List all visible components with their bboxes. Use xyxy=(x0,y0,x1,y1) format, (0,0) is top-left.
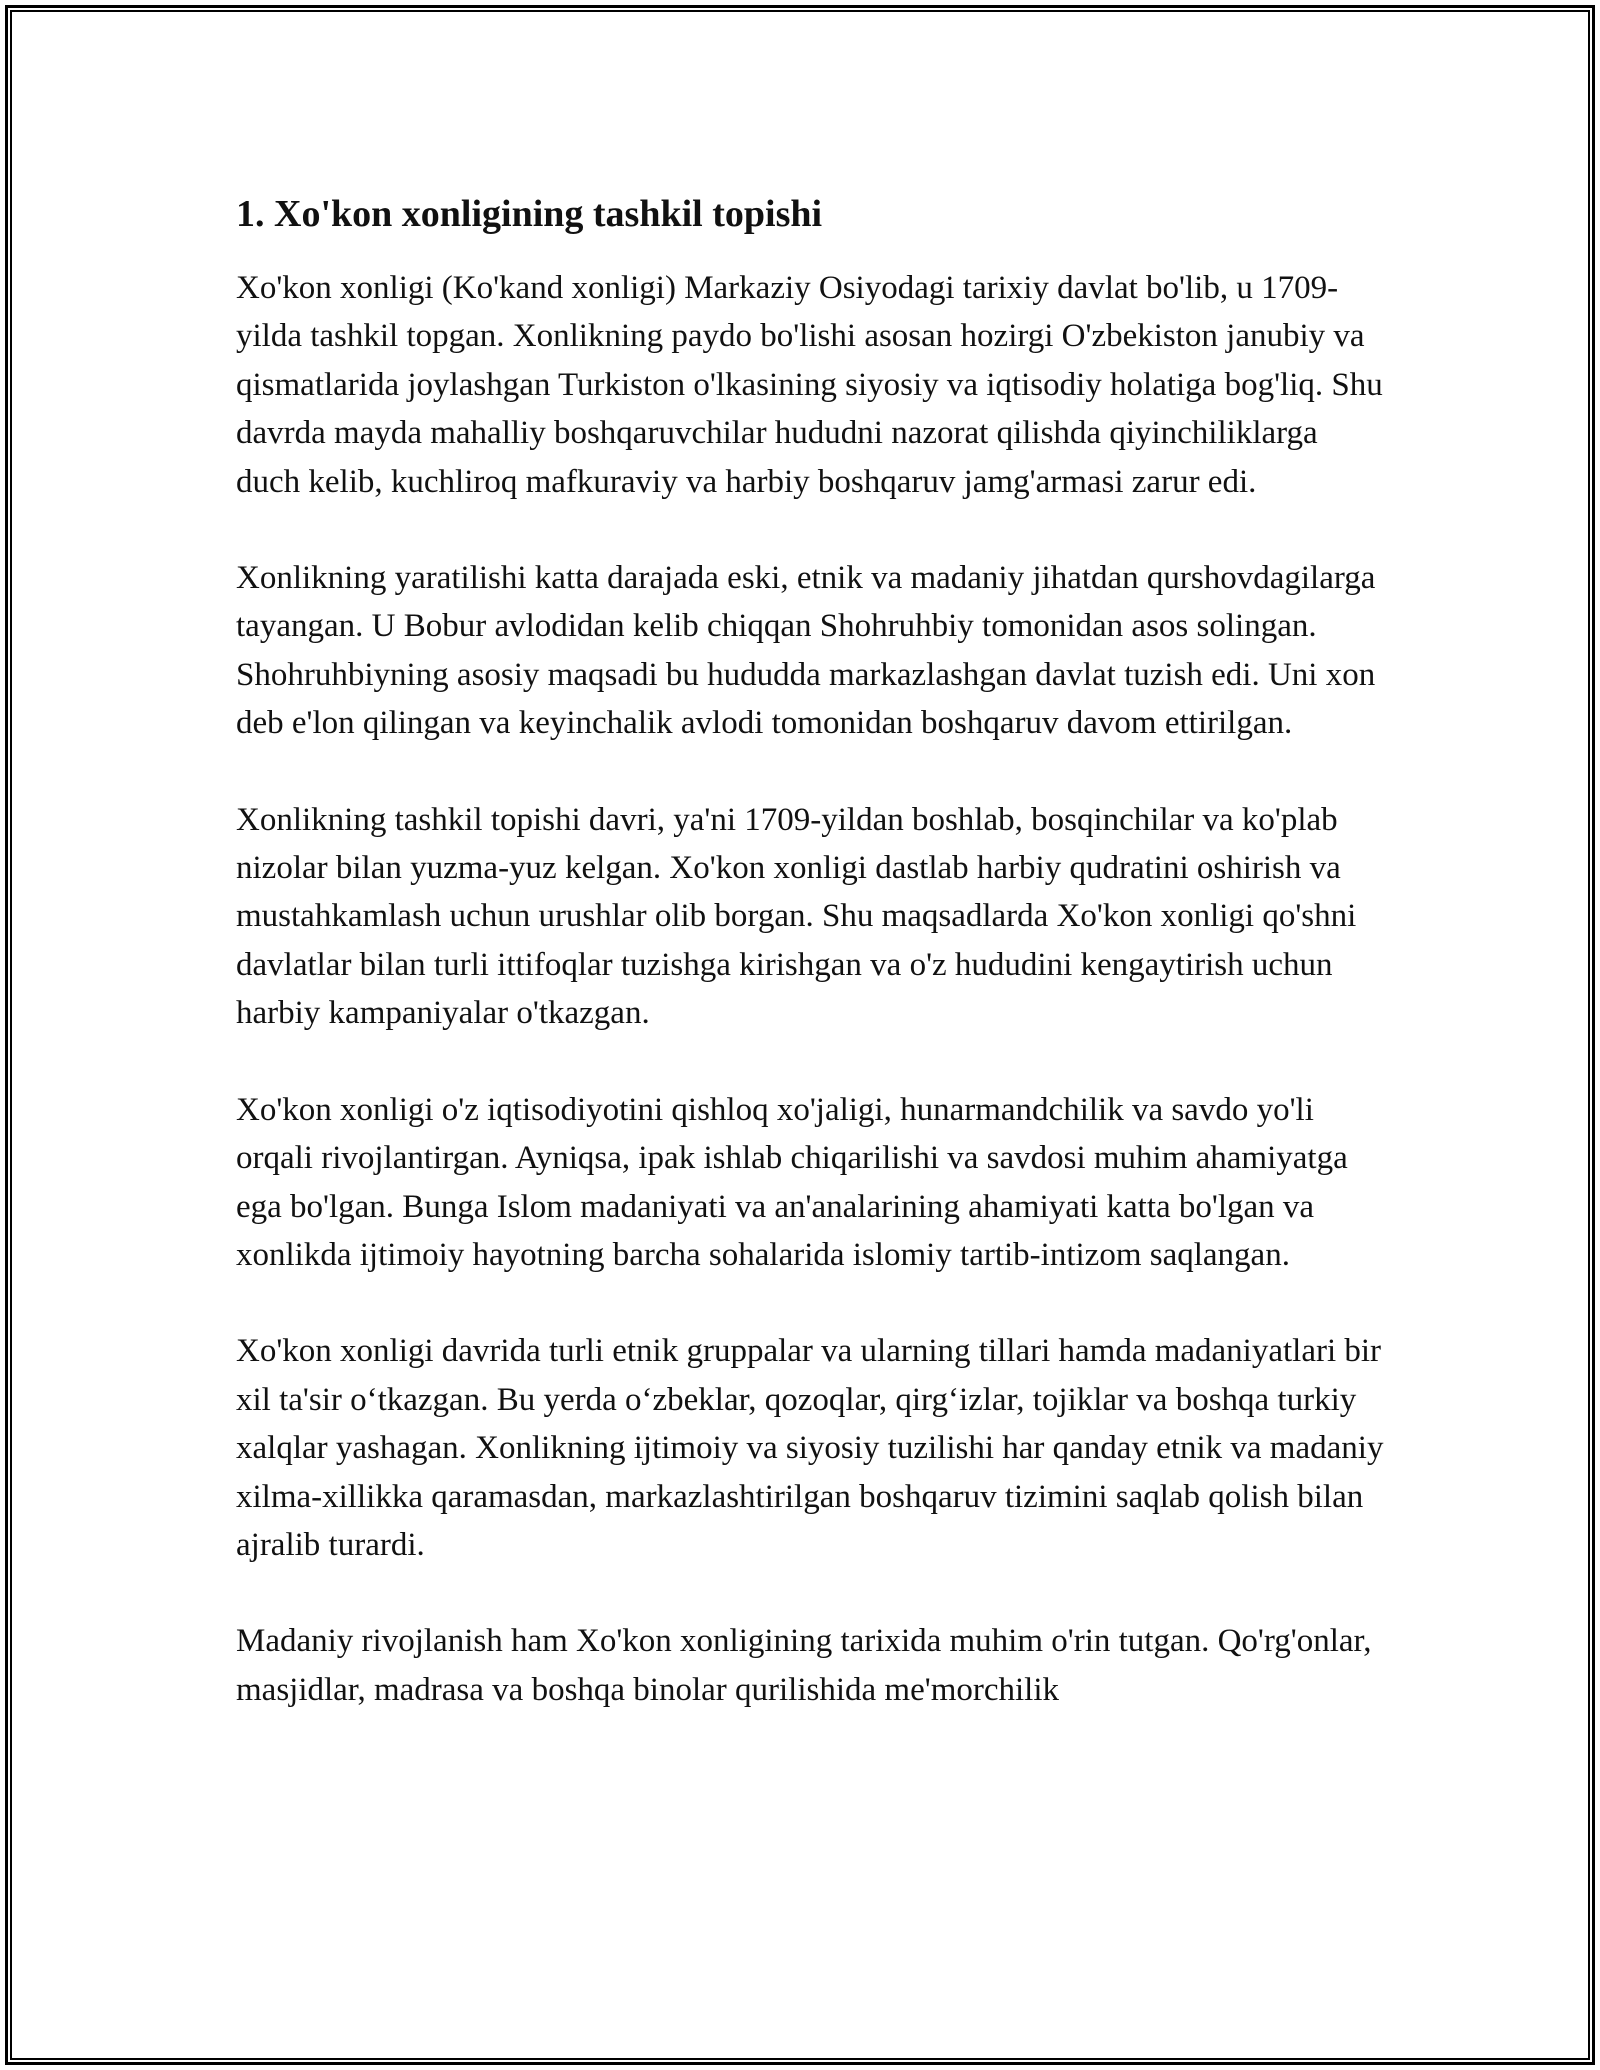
paragraph-founding: Xonlikning yaratilishi katta darajada eski, etnik va madaniy jihatdan qurshovdagilarga tayangan. U Bobur avlodidan kelib chiqqan Shohruhbiy tomonidan asos solingan. Shohruhbiyning asosiy maqsadi bu hududda markazlashgan davlat tuzish edi. Uni xon deb e'lon qilingan va keyinchalik avlodi tomonidan boshqaruv davom ettirilgan. xyxy=(236,560,1376,742)
paragraph-military-expansion: Xonlikning tashkil topishi davri, ya'ni 1709-yildan boshlab, bosqinchilar va ko'plab nizolar bilan yuzma-yuz kelgan. Xo'kon xonligi dastlab harbiy qudratini oshirish va mustahkamlash uchun urushlar olib borgan. Shu maqsadlarda Xo'kon xonligi qo'shni davlatlar bilan turli ittifoqlar tuzishga kirishgan va o'z hududini kengaytirish uchun harbiy kampaniyalar o'tkazgan. xyxy=(236,801,1357,1032)
paragraph-formation: Xo'kon xonligi (Ko'kand xonligi) Markaziy Osiyodagi tarixiy davlat bo'lib, u 1709-yilda tashkil topgan. Xonlikning paydo bo'lishi asosan hozirgi O'zbekiston janubiy va qismatlarida joylashgan Turkiston o'lkasining siyosiy va iqtisodiy holatiga bog'liq. Shu davrda mayda mahalliy boshqaruvchilar hududni nazorat qilishda qiyinchiliklarga duch kelib, kuchliroq mafkuraviy va harbiy boshqaruv jamg'armasi zarur edi. xyxy=(236,270,1383,500)
paragraph-economy: Xo'kon xonligi o'z iqtisodiyotini qishloq xo'jaligi, hunarmandchilik va savdo yo'li orqali rivojlantirgan. Ayniqsa, ipak ishlab chiqarilishi va savdosi muhim ahamiyatga ega bo'lgan. Bunga Islom madaniyati va an'analarining ahamiyati katta bo'lgan va xonlikda ijtimoiy hayotning barcha sohalarida islomiy tartib-intizom saqlangan. xyxy=(236,1091,1348,1273)
document-content xyxy=(236,186,1386,1762)
paragraph-ethnic-groups: Xo'kon xonligi davrida turli etnik gruppalar va ularning tillari hamda madaniyatlari bir xil ta'sir o‘tkazgan. Bu yerda o‘zbeklar, qozoqlar, qirg‘izlar, tojiklar va boshqa turkiy xalqlar yashagan. Xonlikning ijtimoiy va siyosiy tuzilishi har qanday etnik va madaniy xilma-xillikka qaramasdan, markazlashtirilgan boshqaruv tizimini saqlab qolish bilan ajralib turardi. xyxy=(236,1333,1384,1563)
paragraph-cultural-development: Madaniy rivojlanish ham Xo'kon xonligining tarixida muhim o'rin tutgan. Qo'rg'onlar, masjidlar, madrasa va boshqa binolar qurilishida me'morchilik xyxy=(236,1623,1372,1708)
section-heading: 1. Xo'kon xonligining tashkil topishi xyxy=(236,193,823,235)
